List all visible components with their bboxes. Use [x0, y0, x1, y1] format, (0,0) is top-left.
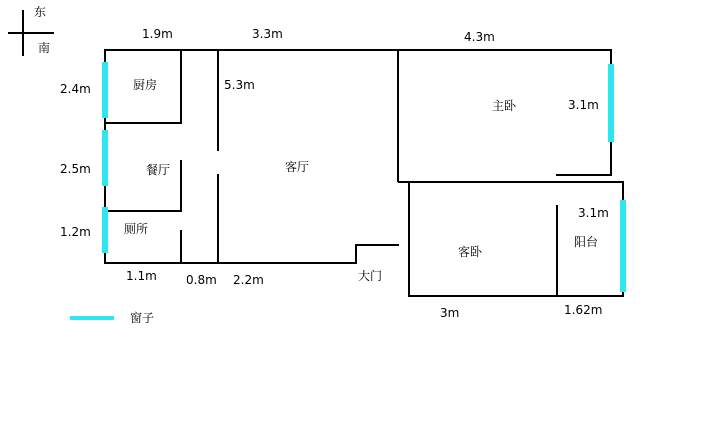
- compass-south-label: 南: [38, 41, 51, 55]
- room-label-dining: 餐厅: [146, 163, 171, 177]
- window-balcony: [620, 200, 626, 292]
- wall-mid-right-horizontal: [398, 181, 624, 183]
- window-dining: [102, 130, 108, 186]
- room-label-main-door: 大门: [358, 269, 383, 283]
- room-label-kitchen: 厨房: [133, 78, 158, 92]
- dimension-bottom-1-62m: 1.62m: [564, 303, 603, 317]
- dimension-left-2-4m: 2.4m: [60, 82, 91, 96]
- legend-window-label: 窗子: [130, 311, 155, 325]
- wall-kitchen-bottom: [106, 122, 182, 124]
- dimension-right-3-1m-lower: 3.1m: [578, 206, 609, 220]
- window-master-bedroom: [608, 64, 614, 142]
- dimension-inner-5-3m: 5.3m: [224, 78, 255, 92]
- compass-east-label: 东: [34, 5, 47, 19]
- dimension-right-3-1m-upper: 3.1m: [568, 98, 599, 112]
- dimension-left-2-5m: 2.5m: [60, 162, 91, 176]
- wall-balcony-divider: [556, 205, 558, 297]
- room-label-master-bedroom: 主卧: [492, 99, 517, 113]
- dimension-left-1-2m: 1.2m: [60, 225, 91, 239]
- dimension-bottom-0-8m: 0.8m: [186, 273, 217, 287]
- dimension-top-3-3m: 3.3m: [252, 27, 283, 41]
- wall-right-block-left-upper: [397, 49, 399, 182]
- dimension-top-4-3m: 4.3m: [464, 30, 495, 44]
- wall-right-block-left: [408, 181, 410, 297]
- wall-living-right-lower: [355, 244, 357, 264]
- dimension-bottom-3m: 3m: [440, 306, 460, 320]
- window-kitchen: [102, 62, 108, 118]
- wall-toilet-right: [180, 230, 182, 264]
- compass-horizontal-line: [8, 32, 54, 34]
- wall-living-left: [217, 51, 219, 151]
- wall-top-left: [104, 49, 397, 51]
- legend-window-swatch: [70, 316, 114, 320]
- dimension-bottom-2-2m: 2.2m: [233, 273, 264, 287]
- room-label-living: 客厅: [285, 160, 310, 174]
- dimension-bottom-1-1m: 1.1m: [126, 269, 157, 283]
- wall-bottom-left: [104, 262, 356, 264]
- room-label-guest-bedroom: 客卧: [458, 245, 483, 259]
- window-toilet: [102, 207, 108, 253]
- wall-dining-right: [180, 160, 182, 212]
- room-label-toilet: 厕所: [124, 222, 149, 236]
- wall-living-left-lower: [217, 174, 219, 264]
- wall-bottom-right: [408, 295, 624, 297]
- room-label-balcony: 阳台: [574, 235, 599, 249]
- wall-top-right: [397, 49, 612, 51]
- wall-kitchen-right: [180, 51, 182, 123]
- dimension-top-1-9m: 1.9m: [142, 27, 173, 41]
- wall-master-bedroom-divider: [556, 174, 612, 176]
- wall-living-right-top: [355, 244, 399, 246]
- wall-dining-bottom: [106, 210, 182, 212]
